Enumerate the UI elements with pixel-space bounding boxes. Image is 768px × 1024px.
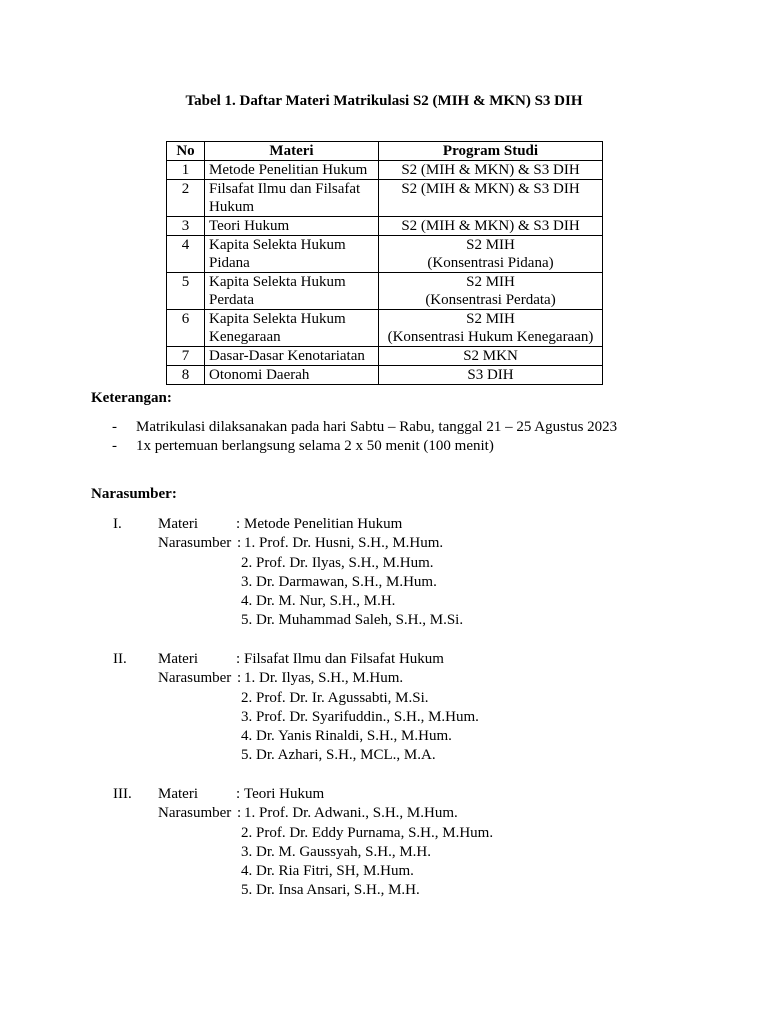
dash-bullet: - xyxy=(112,438,117,454)
speaker-item: 4. Dr. M. Nur, S.H., M.H. xyxy=(241,593,396,610)
narasumber-section xyxy=(113,515,673,631)
keterangan-text: 1x pertemuan berlangsung selama 2 x 50 menit (100 menit) xyxy=(136,438,494,454)
header-no: No xyxy=(167,142,205,161)
materi-label: Materi xyxy=(158,786,198,802)
speaker-item: 5. Dr. Azhari, S.H., MCL., M.A. xyxy=(241,747,436,764)
colon: : xyxy=(237,535,242,552)
speaker-item: 1. Prof. Dr. Adwani., S.H., M.Hum. xyxy=(244,805,458,822)
speaker-item: 5. Dr. Muhammad Saleh, S.H., M.Si. xyxy=(241,612,464,629)
table-row xyxy=(167,161,603,180)
colon: : xyxy=(237,670,242,687)
materi-value: Teori Hukum xyxy=(244,786,325,802)
table-row xyxy=(167,310,603,347)
row-materi: Kapita Selekta Hukum Kenegaraan xyxy=(205,310,379,347)
speaker-item: 5. Dr. Insa Ansari, S.H., M.H. xyxy=(241,882,420,899)
narasumber-label: Narasumber xyxy=(158,670,232,687)
header-materi: Materi xyxy=(205,142,379,161)
program-name: S2 MIH xyxy=(466,311,515,327)
section-number: III. xyxy=(113,786,132,802)
row-no: 4 xyxy=(167,236,205,273)
list-item xyxy=(112,437,617,456)
speaker-item: 1. Prof. Dr. Husni, S.H., M.Hum. xyxy=(244,535,444,552)
speaker-item: 2. Prof. Dr. Ir. Agussabti, M.Si. xyxy=(241,689,429,706)
row-program: S3 DIH xyxy=(379,366,603,385)
row-materi: Kapita Selekta Hukum Perdata xyxy=(205,273,379,310)
row-materi: Metode Penelitian Hukum xyxy=(205,161,379,180)
table-row xyxy=(167,366,603,385)
row-no: 1 xyxy=(167,161,205,180)
row-program xyxy=(379,273,603,310)
narasumber-section xyxy=(113,785,673,901)
speaker-item: 2. Prof. Dr. Eddy Purnama, S.H., M.Hum. xyxy=(241,824,494,841)
materi-value: Metode Penelitian Hukum xyxy=(244,516,403,532)
row-program: S2 (MIH & MKN) & S3 DIH xyxy=(379,217,603,236)
row-program: S2 (MIH & MKN) & S3 DIH xyxy=(379,161,603,180)
row-program xyxy=(379,236,603,273)
materi-label: Materi xyxy=(158,651,198,667)
narasumber-label: Narasumber xyxy=(158,805,232,822)
row-program: S2 MKN xyxy=(379,347,603,366)
narasumber-heading: Narasumber: xyxy=(91,486,177,502)
row-no: 7 xyxy=(167,347,205,366)
row-materi: Otonomi Daerah xyxy=(205,366,379,385)
speaker-item: 3. Prof. Dr. Syarifuddin., S.H., M.Hum. xyxy=(241,708,479,725)
speaker-item: 3. Dr. Darmawan, S.H., M.Hum. xyxy=(241,573,437,590)
colon: : xyxy=(236,516,241,532)
narasumber-label: Narasumber xyxy=(158,535,232,552)
speaker-item: 4. Dr. Ria Fitri, SH, M.Hum. xyxy=(241,863,414,880)
program-konsentrasi: (Konsentrasi Perdata) xyxy=(425,292,556,308)
materi-value: Filsafat Ilmu dan Filsafat Hukum xyxy=(244,651,444,667)
row-no: 5 xyxy=(167,273,205,310)
row-no: 8 xyxy=(167,366,205,385)
list-item xyxy=(112,418,617,437)
speaker-item: 4. Dr. Yanis Rinaldi, S.H., M.Hum. xyxy=(241,728,452,745)
table-row xyxy=(167,180,603,217)
materi-table xyxy=(166,141,603,385)
row-materi: Filsafat Ilmu dan Filsafat Hukum xyxy=(205,180,379,217)
colon: : xyxy=(237,805,242,822)
row-program: S2 (MIH & MKN) & S3 DIH xyxy=(379,180,603,217)
table-row xyxy=(167,236,603,273)
table-title: Tabel 1. Daftar Materi Matrikulasi S2 (MIH & MKN) S3 DIH xyxy=(185,93,583,109)
materi-label: Materi xyxy=(158,516,198,532)
table-row xyxy=(167,347,603,366)
table-row xyxy=(167,273,603,310)
table-row xyxy=(167,217,603,236)
row-materi: Dasar-Dasar Kenotariatan xyxy=(205,347,379,366)
row-materi: Kapita Selekta Hukum Pidana xyxy=(205,236,379,273)
keterangan-heading: Keterangan: xyxy=(91,390,172,406)
speaker-item: 2. Prof. Dr. Ilyas, S.H., M.Hum. xyxy=(241,554,434,571)
keterangan-list xyxy=(112,418,617,456)
speaker-item: 3. Dr. M. Gaussyah, S.H., M.H. xyxy=(241,843,432,860)
section-number: II. xyxy=(113,651,127,667)
program-konsentrasi: (Konsentrasi Hukum Kenegaraan) xyxy=(387,329,594,345)
program-konsentrasi: (Konsentrasi Pidana) xyxy=(427,255,554,271)
narasumber-section xyxy=(113,650,673,766)
header-program-studi: Program Studi xyxy=(379,142,603,161)
colon: : xyxy=(236,651,241,667)
row-no: 2 xyxy=(167,180,205,217)
row-no: 6 xyxy=(167,310,205,347)
program-name: S2 MIH xyxy=(466,274,515,290)
section-number: I. xyxy=(113,516,122,532)
row-program xyxy=(379,310,603,347)
dash-bullet: - xyxy=(112,419,117,435)
keterangan-text: Matrikulasi dilaksanakan pada hari Sabtu – Rabu, tanggal 21 – 25 Agustus 2023 xyxy=(136,419,618,435)
speaker-item: 1. Dr. Ilyas, S.H., M.Hum. xyxy=(244,670,404,687)
row-no: 3 xyxy=(167,217,205,236)
program-name: S2 MIH xyxy=(466,237,515,253)
table-header-row xyxy=(167,142,603,161)
row-materi: Teori Hukum xyxy=(205,217,379,236)
colon: : xyxy=(236,786,241,802)
